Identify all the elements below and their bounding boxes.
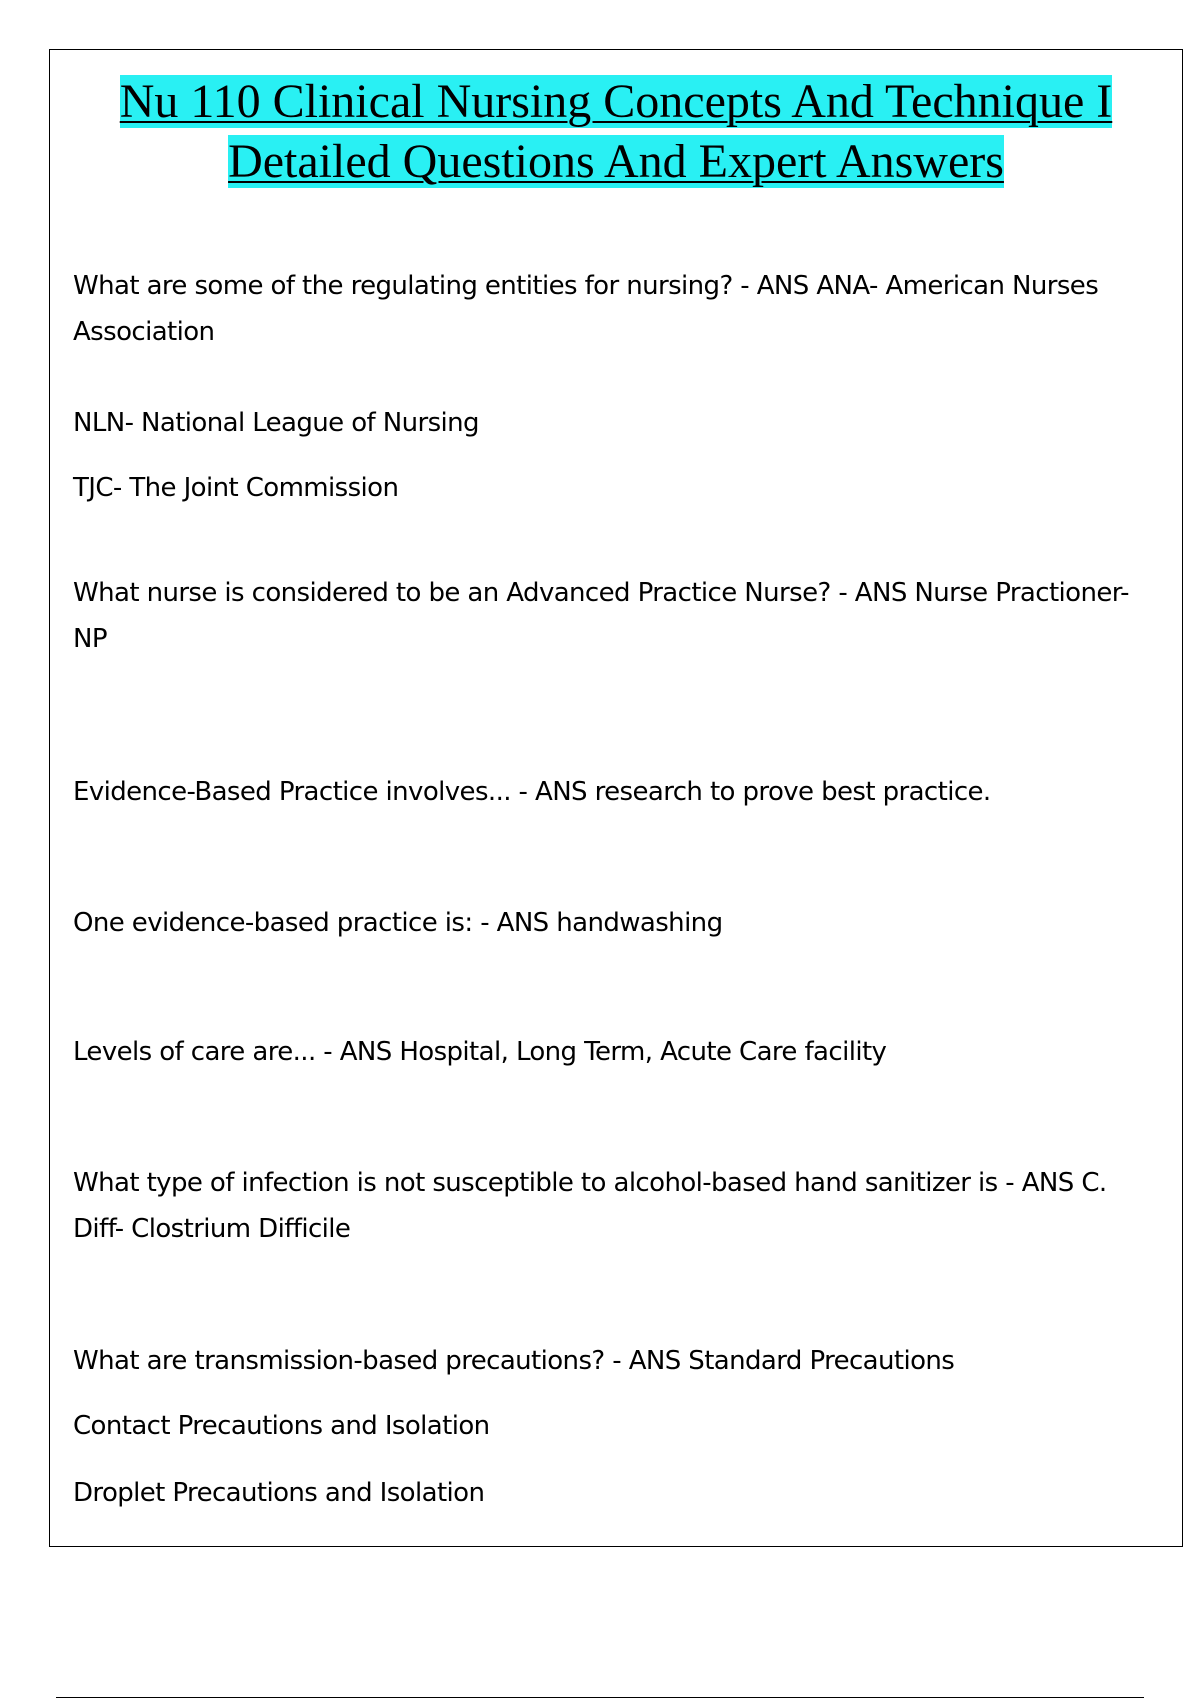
title-line-1: Nu 110 Clinical Nursing Concepts And Technique I [119, 75, 1113, 128]
qa-item-7-answer-line-2: Contact Precautions and Isolation [73, 1411, 490, 1441]
qa-item-7-answer-line-3: Droplet Precautions and Isolation [73, 1478, 485, 1508]
qa-item-3: Evidence-Based Practice involves... - ANS research to prove best practice. [73, 777, 991, 807]
qa-item-1: What are some of the regulating entities for nursing? - ANS ANA- American Nurses Association [73, 271, 1099, 347]
document-title [72, 72, 1160, 192]
qa-item-6: What type of infection is not susceptible to alcohol-based hand sanitizer is - ANS C. Diff- Clostrium Difficile [73, 1168, 1107, 1244]
qa-item-5: Levels of care are... - ANS Hospital, Long Term, Acute Care facility [73, 1037, 887, 1067]
footer-rule [56, 1697, 1144, 1698]
page-frame [49, 49, 1183, 1547]
qa-item-2: What nurse is considered to be an Advanced Practice Nurse? - ANS Nurse Practioner- NP [73, 578, 1129, 654]
title-line-2: Detailed Questions And Expert Answers [228, 135, 1004, 188]
qa-item-7: What are transmission-based precautions? - ANS Standard Precautions [73, 1346, 955, 1376]
qa-item-1-answer-line-2: NLN- National League of Nursing [73, 408, 479, 438]
qa-item-1-answer-line-3: TJC- The Joint Commission [73, 473, 399, 503]
qa-item-4: One evidence-based practice is: - ANS handwashing [73, 908, 723, 938]
